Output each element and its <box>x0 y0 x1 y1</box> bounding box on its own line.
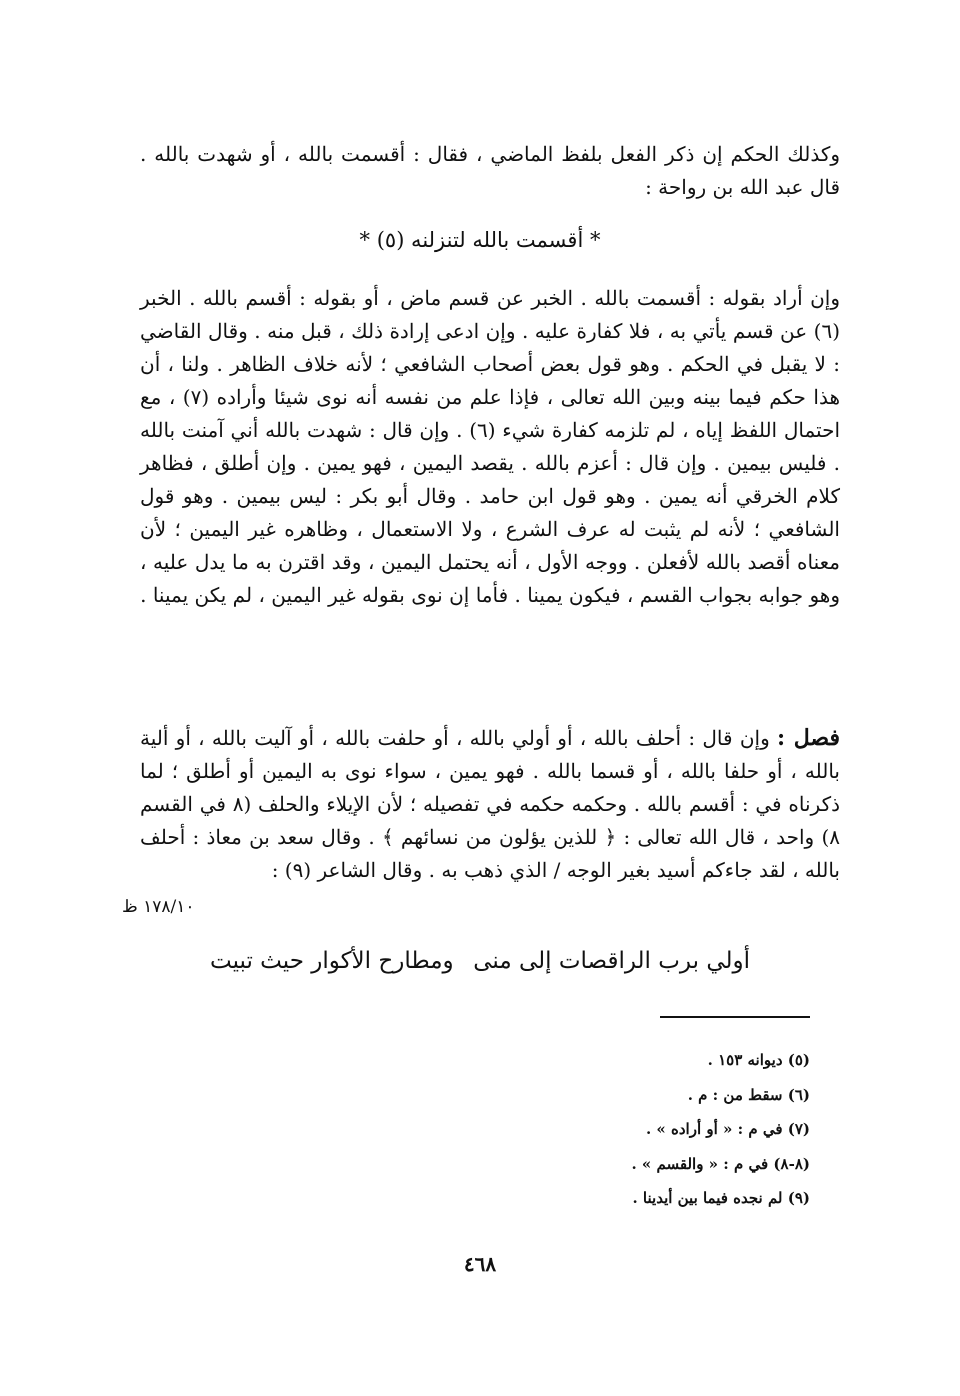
footnote-5: (٥) ديوانه ١٥٣ . <box>707 1051 810 1069</box>
footnote-6: (٦) سقط من : م . <box>687 1085 810 1104</box>
footnote-8: (٨-٨) في م : « والقسم » . <box>631 1154 810 1173</box>
paragraph-3-body: وإن قال : أحلف بالله ، أو أولي بالله ، أو حلفت بالله ، أو آليت بالله ، أو ألية بالله ، أو حلفا بالله ، أو قسما بالله . فهو يمين ، سواء نوى به اليمين أو أطلق ؛ لما ذكرناه في : أقسم بالله . وحكمه حكمه في تفصيله ؛ لأن الإيلاء والحلف (٨ في القسم ٨) واحد ، قال الله تعالى : ﴿ للذين يؤلون من نسائهم ﴾ . وقال سعد بن معاذ : أحلف بالله ، لقد جاءكم أسيد بغير الوجه / الذي ذهب به . وقال الشاعر (٩) : <box>140 726 840 882</box>
quoted-verse: * أقسمت بالله لتنزلنه (٥) * <box>359 228 601 252</box>
manuscript-folio-note: ١٧٨/١٠ ظ <box>122 897 195 917</box>
footnotes <box>310 1043 810 1216</box>
poetry-verse <box>210 948 750 974</box>
footnote-9: (٩) لم نجده فيما بين أيدينا . <box>632 1189 810 1207</box>
verse-second-hemistich: ومطارح الأكوار حيث تبيت <box>210 948 454 974</box>
paragraph-3 <box>140 722 840 887</box>
page-number: ٤٦٨ <box>463 1252 497 1276</box>
verse-first-hemistich: أولي برب الراقصات إلى منى <box>473 948 750 974</box>
footnote-separator <box>660 1016 810 1018</box>
footnote-7: (٧) في م : « أو أراده » . <box>645 1120 810 1138</box>
section-label: فصل : <box>777 725 840 751</box>
paragraph-2: وإن أراد بقوله : أقسمت بالله . الخبر عن قسم ماض ، أو بقوله : أقسم بالله . الخبر (٦) عن قسم يأتي به ، فلا كفارة عليه . وإن ادعى إرادة ذلك ، قبل منه . وقال القاضي : لا يقبل في الحكم . وهو قول بعض أصحاب الشافعي ؛ لأنه خلاف الظاهر . ولنا ، أن هذا حكم فيما بينه وبين الله تعالى ، فإذا علم من نفسه أنه نوى شيئا وأراده (٧) ، مع احتمال اللفظ إياه ، لم تلزمه كفارة شيء (٦) . وإن قال : شهدت بالله أني آمنت بالله . فليس بيمين . وإن قال : أعزم بالله . يقصد اليمين ، فهو يمين . وإن أطلق ، فظاهر كلام الخرقي أنه يمين . وهو قول ابن حامد . وقال أبو بكر : ليس بيمين . وهو قول الشافعي ؛ لأنه لم يثبت له عرف الشرع ، ولا الاستعمال ، وظاهره غير اليمين ؛ لأن معناه أقصد بالله لأفعلن . ووجه الأول ، أنه يحتمل اليمين ، وقد اقترن به ما يدل عليه ، وهو جوابه بجواب القسم ، فيكون يمينا . فأما إن نوى بقوله غير اليمين ، لم يكن يمينا . <box>140 286 841 607</box>
paragraph-1: وكذلك الحكم إن ذكر الفعل بلفظ الماضي ، فقال : أقسمت بالله ، أو شهدت بالله . قال عبد الله بن رواحة : <box>140 142 840 199</box>
